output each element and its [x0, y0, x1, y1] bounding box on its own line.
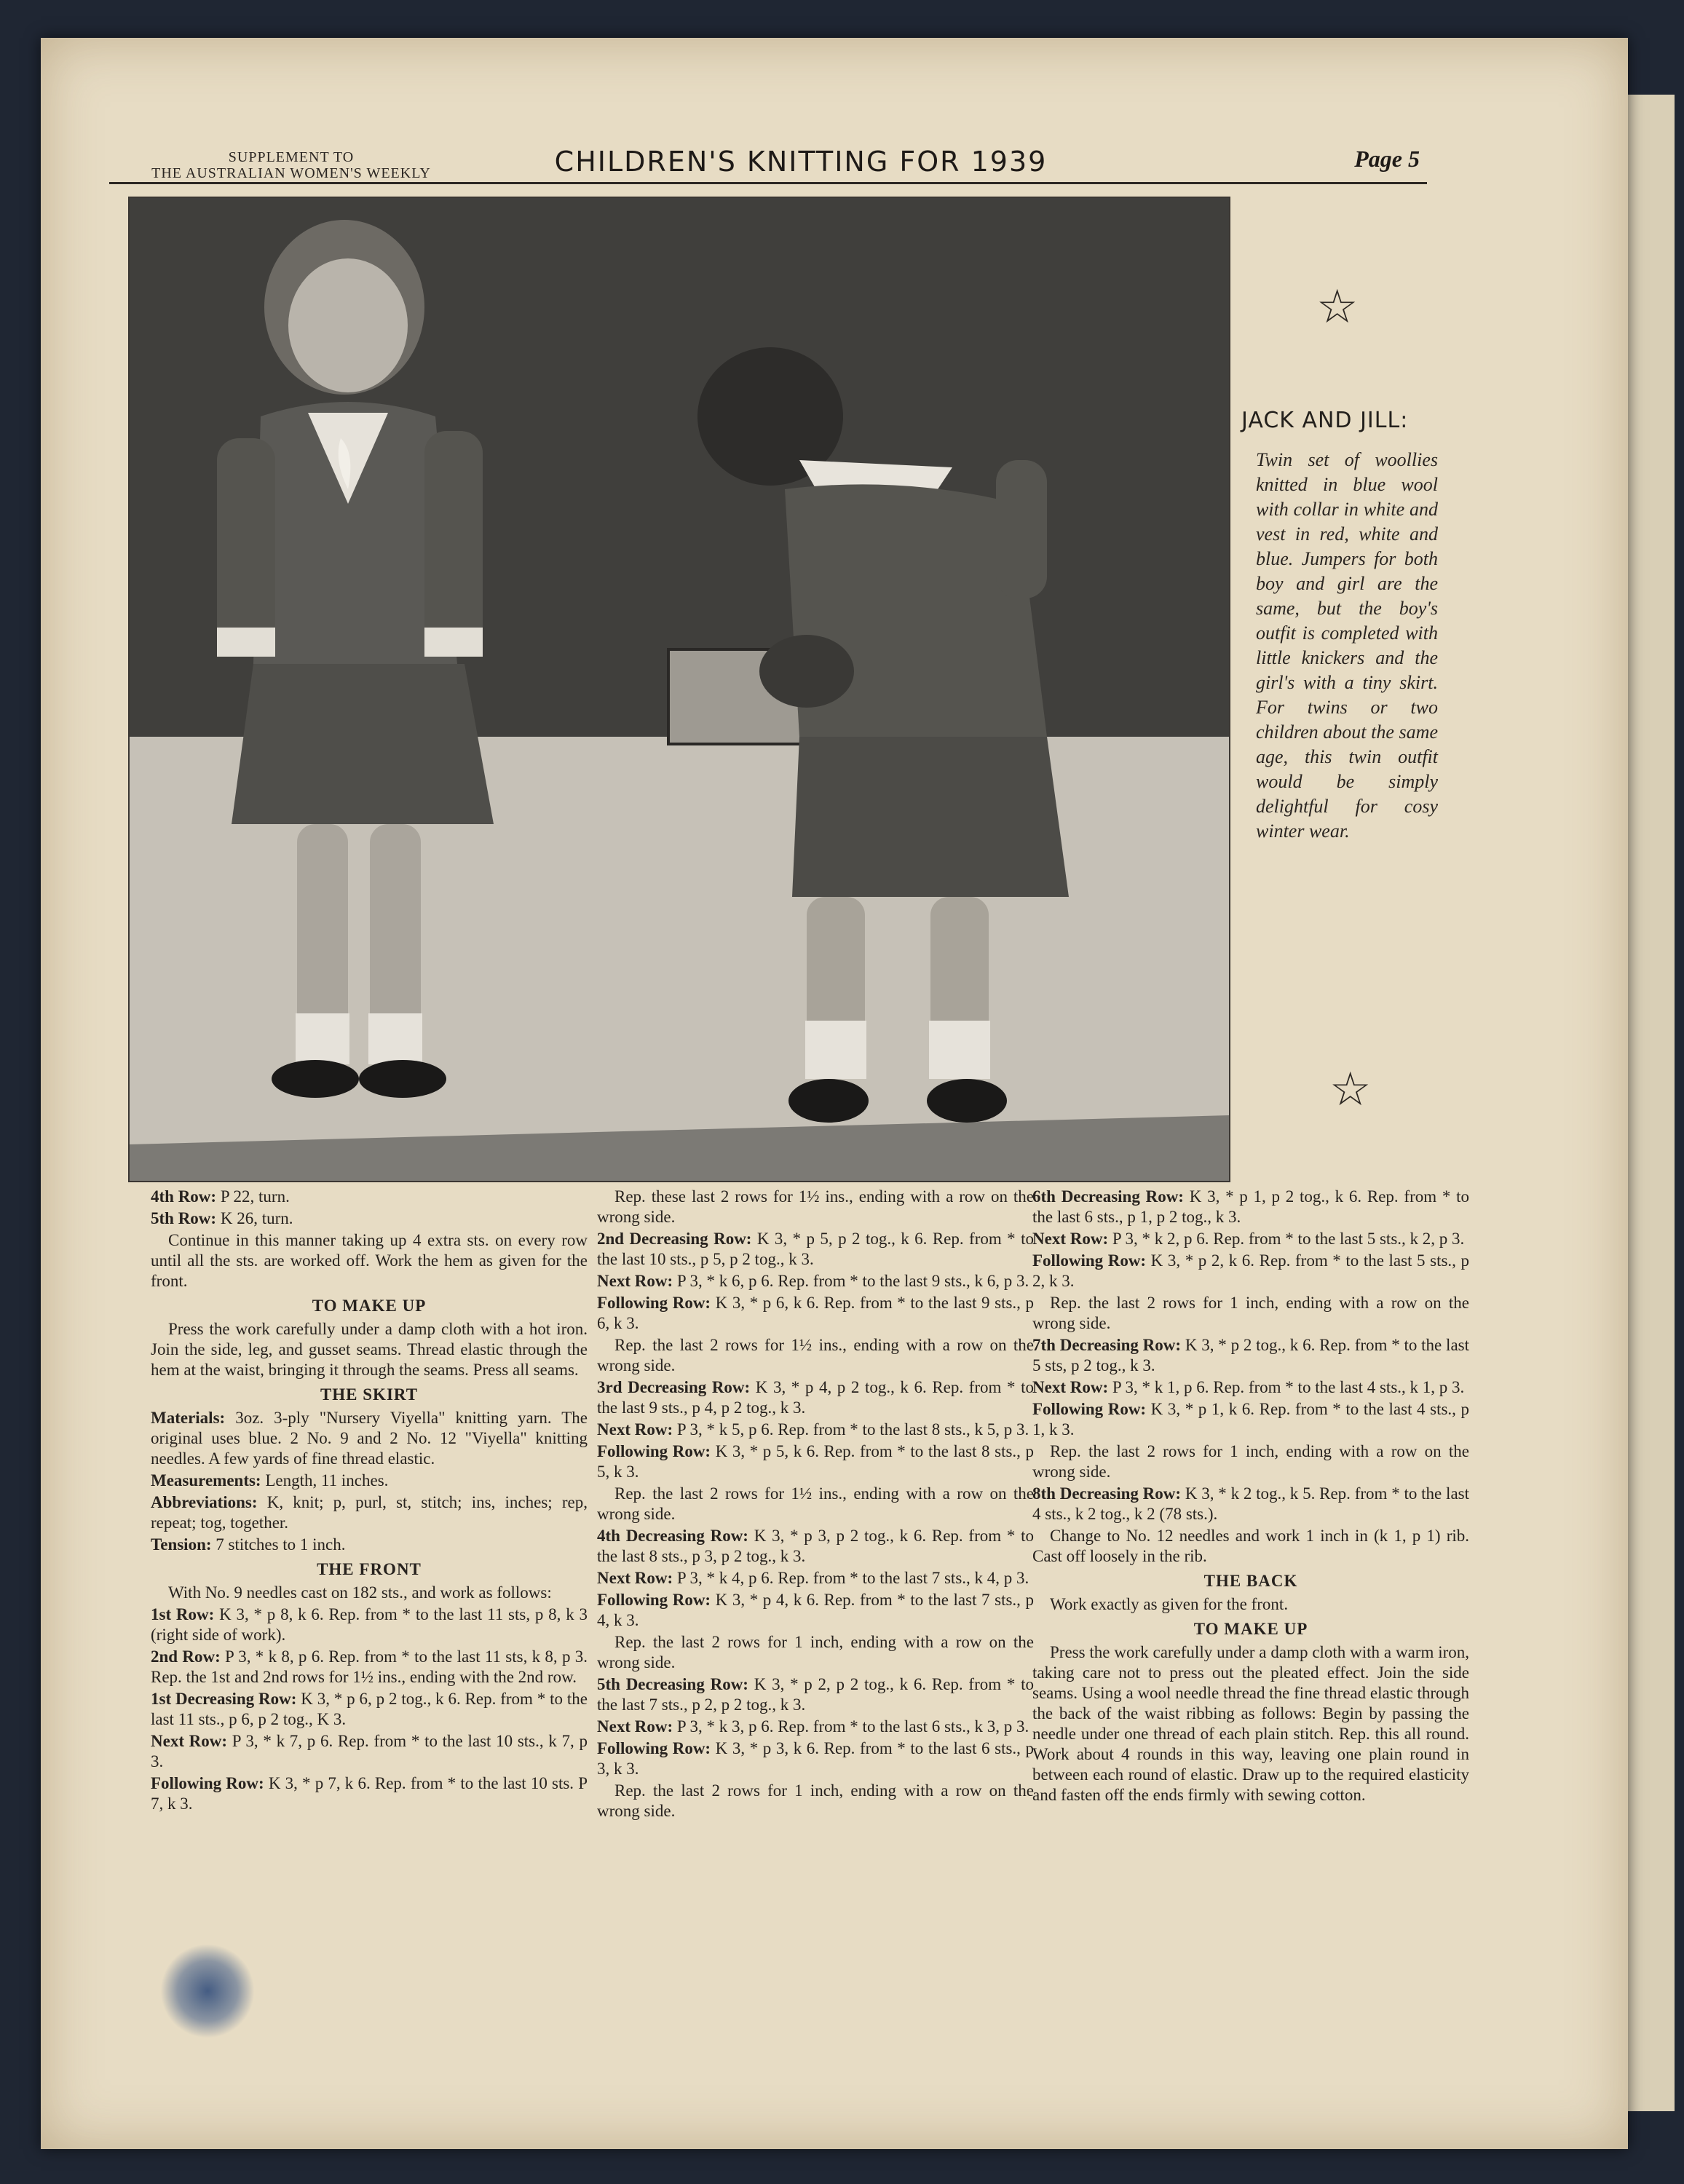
row-instructions: 3oz. 3-ply "Nursery Viyella" knitting yarn. The original uses blue. 2 No. 9 and 2 No. 12 "Viyella" knitting needles. A few yards of fine thread elastic. — [151, 1409, 588, 1468]
pattern-paragraph — [151, 1773, 588, 1814]
row-instructions: K 3, * p 2, k 6. Rep. from * to the last 5 sts., p 2, k 3. — [1032, 1251, 1470, 1290]
row-label: 8th Decreasing Row: — [1032, 1484, 1182, 1503]
pattern-paragraph — [597, 1484, 1034, 1524]
pattern-paragraph — [597, 1335, 1034, 1376]
row-instructions: P 3, * k 1, p 6. Rep. from * to the last 4 sts., k 1, p 3. — [1108, 1378, 1465, 1396]
pattern-paragraph — [151, 1731, 588, 1772]
section-heading: THE FRONT — [317, 1560, 422, 1578]
row-instructions: K 3, * p 6, p 2 tog., k 6. Rep. from * to the last 11 sts., p 6, p 2 tog., K 3. — [151, 1690, 588, 1728]
pattern-paragraph — [1032, 1377, 1469, 1398]
row-label: Following Row: — [1032, 1400, 1147, 1418]
row-instructions: P 3, * k 4, p 6. Rep. from * to the last 7 sts., k 4, p 3. — [673, 1569, 1029, 1587]
pattern-paragraph — [151, 1230, 588, 1291]
row-instructions: Change to No. 12 needles and work 1 inch in (k 1, p 1) rib. Cast off loosely in the rib. — [1032, 1527, 1469, 1565]
row-instructions: K 3, * p 1, p 2 tog., k 6. Rep. from * to the last 6 sts., p 1, p 2 tog., k 3. — [1032, 1187, 1469, 1226]
row-instructions: P 3, * k 6, p 6. Rep. from * to the last 9 sts., k 6, p 3. — [673, 1272, 1029, 1290]
section-heading: TO MAKE UP — [312, 1297, 427, 1315]
pattern-paragraph — [1032, 1399, 1469, 1440]
pattern-paragraph — [151, 1471, 588, 1491]
pattern-paragraph — [151, 1408, 588, 1469]
row-instructions: P 3, * k 5, p 6. Rep. from * to the last 8 sts., k 5, p 3. — [673, 1420, 1029, 1439]
row-instructions: K 3, * p 6, k 6. Rep. from * to the last 9 sts., p 6, k 3. — [597, 1294, 1035, 1332]
pattern-paragraph — [151, 1605, 588, 1645]
pattern-paragraph — [597, 1526, 1034, 1567]
photo-children-knitwear — [128, 197, 1230, 1182]
row-instructions: K 3, * p 5, p 2 tog., k 6. Rep. from * to the last 10 sts., p 5, p 2 tog., k 3. — [597, 1230, 1034, 1268]
ink-stain — [160, 1944, 255, 2038]
caption-heading: JACK AND JILL: — [1241, 408, 1409, 433]
pattern-paragraph — [151, 1187, 588, 1207]
row-label: 5th Row: — [151, 1209, 217, 1227]
row-instructions: K 3, * p 7, k 6. Rep. from * to the last 10 sts. P 7, k 3. — [151, 1774, 588, 1813]
row-label: 1st Row: — [151, 1605, 215, 1623]
row-label: Next Row: — [151, 1732, 228, 1750]
pattern-paragraph — [597, 1271, 1034, 1291]
row-instructions: P 3, * k 2, p 6. Rep. from * to the last 5 sts., k 2, p 3. — [1108, 1230, 1465, 1248]
pattern-paragraph — [151, 1492, 588, 1533]
pattern-paragraph — [1032, 1594, 1469, 1615]
star-ornament-bottom-icon: ☆ — [1329, 1063, 1372, 1117]
row-instructions: Rep. these last 2 rows for 1½ ins., ending with a row on the wrong side. — [597, 1187, 1034, 1226]
pattern-paragraph — [151, 1647, 588, 1688]
row-label: Following Row: — [597, 1442, 711, 1460]
supplement-label — [109, 149, 473, 181]
pattern-paragraph — [597, 1568, 1034, 1588]
row-label: Next Row: — [597, 1420, 673, 1439]
row-instructions: K 3, * p 3, p 2 tog., k 6. Rep. from * to the last 8 sts., p 3, p 2 tog., k 3. — [597, 1527, 1034, 1565]
pattern-paragraph — [597, 1377, 1034, 1418]
row-label: 5th Decreasing Row: — [597, 1675, 748, 1693]
pattern-paragraph — [597, 1781, 1034, 1821]
row-instructions: Press the work carefully under a damp cloth with a warm iron, taking care not to press out the pleated effect. Join the side seams. Using a wool needle thread the fine thread elastic through the back of the waist ribbing as follows: Begin by passing the needle under one thread of each plain stitch. Rep. this all round. Work about 4 rounds in this way, leaving one plain round in between each round of elastic. Draw up to the required elasticity and fasten off the ends firmly with sewing cotton. — [1032, 1643, 1469, 1804]
pattern-paragraph — [597, 1187, 1034, 1227]
pattern-paragraph — [597, 1590, 1034, 1631]
row-label: 1st Decreasing Row: — [151, 1690, 297, 1708]
pattern-column-2 — [597, 1187, 1034, 1823]
pattern-paragraph — [151, 1319, 588, 1380]
pattern-paragraph — [151, 1689, 588, 1730]
row-label: Materials: — [151, 1409, 226, 1427]
pattern-paragraph — [151, 1583, 588, 1603]
row-instructions: K 3, * p 8, k 6. Rep. from * to the last 11 sts, p 8, k 3 (right side of work). — [151, 1605, 588, 1644]
row-instructions: K 3, * p 1, k 6. Rep. from * to the last 4 sts., p 1, k 3. — [1032, 1400, 1470, 1439]
pattern-paragraph — [1032, 1251, 1469, 1291]
row-label: Next Row: — [1032, 1230, 1109, 1248]
row-instructions: Rep. the last 2 rows for 1 inch, ending with a row on the wrong side. — [597, 1633, 1034, 1671]
row-instructions: P 3, * k 8, p 6. Rep. from * to the last 11 sts, k 8, p 3. Rep. the 1st and 2nd rows for 1½ ins., ending with the 2nd row. — [151, 1647, 588, 1686]
section-heading: TO MAKE UP — [1193, 1620, 1308, 1638]
row-label: 3rd Decreasing Row: — [597, 1378, 751, 1396]
row-instructions: K 3, * k 2 tog., k 5. Rep. from * to the last 4 sts., k 2 tog., k 2 (78 sts.). — [1032, 1484, 1469, 1523]
pattern-column-3 — [1032, 1187, 1469, 1807]
row-instructions: Rep. the last 2 rows for 1 inch, ending with a row on the wrong side. — [597, 1781, 1034, 1820]
row-label: Measurements: — [151, 1471, 261, 1489]
row-instructions: P 3, * k 3, p 6. Rep. from * to the last 6 sts., k 3, p 3. — [673, 1717, 1029, 1736]
row-label: Next Row: — [597, 1272, 673, 1290]
row-label: Following Row: — [597, 1294, 711, 1312]
row-label: Next Row: — [1032, 1378, 1109, 1396]
row-instructions: P 3, * k 7, p 6. Rep. from * to the last 10 sts., k 7, p 3. — [151, 1732, 588, 1770]
row-instructions: Rep. the last 2 rows for 1½ ins., ending with a row on the wrong side. — [597, 1484, 1034, 1523]
row-instructions: K 3, * p 3, k 6. Rep. from * to the last 6 sts., p 3, k 3. — [597, 1739, 1035, 1778]
row-label: 7th Decreasing Row: — [1032, 1336, 1182, 1354]
pattern-paragraph — [1032, 1293, 1469, 1334]
section-heading: THE BACK — [1203, 1572, 1298, 1590]
pattern-paragraph — [1032, 1484, 1469, 1524]
row-instructions: P 22, turn. — [216, 1187, 290, 1206]
section-heading: THE SKIRT — [320, 1385, 419, 1404]
row-label: Next Row: — [597, 1717, 673, 1736]
page-number: Page 5 — [1354, 146, 1420, 172]
pattern-paragraph — [1032, 1642, 1469, 1805]
row-instructions: Rep. the last 2 rows for 1 inch, ending with a row on the wrong side. — [1032, 1294, 1469, 1332]
pattern-paragraph — [151, 1208, 588, 1229]
row-instructions: Length, 11 inches. — [261, 1471, 389, 1489]
photo-illustration — [130, 198, 1229, 1181]
row-instructions: K, knit; p, purl, st, stitch; ins, inches; rep, repeat; tog, together. — [151, 1493, 588, 1532]
row-instructions: K 3, * p 5, k 6. Rep. from * to the last 8 sts., p 5, k 3. — [597, 1442, 1035, 1481]
page-title: CHILDREN'S KNITTING FOR 1939 — [554, 146, 1048, 178]
row-instructions: K 3, * p 2, p 2 tog., k 6. Rep. from * to the last 7 sts., p 2, p 2 tog., k 3. — [597, 1675, 1034, 1714]
pattern-paragraph — [1032, 1335, 1469, 1376]
pattern-paragraph — [597, 1293, 1034, 1334]
row-label: 4th Row: — [151, 1187, 217, 1206]
row-label: Following Row: — [1032, 1251, 1147, 1270]
row-label: 2nd Row: — [151, 1647, 221, 1666]
pattern-paragraph — [1032, 1229, 1469, 1249]
pattern-paragraph — [597, 1420, 1034, 1440]
supplement-line-2: THE AUSTRALIAN WOMEN'S WEEKLY — [151, 165, 431, 181]
row-label: Following Row: — [151, 1774, 264, 1792]
row-instructions: 7 stitches to 1 inch. — [211, 1535, 346, 1554]
row-instructions: K 3, * p 4, p 2 tog., k 6. Rep. from * to the last 9 sts., p 4, p 2 tog., k 3. — [597, 1378, 1034, 1417]
row-label: Tension: — [151, 1535, 212, 1554]
row-label: Next Row: — [597, 1569, 673, 1587]
caption-body: Twin set of woollies knitted in blue wool with collar in white and vest in red, white and blue. Jumpers for both boy and girl are the same, but the boy's outfit is completed with little knickers and the girl's with a tiny skirt. For twins or two children about the same age, this twin outfit would be simply delightful for cosy winter wear. — [1256, 449, 1438, 842]
pattern-paragraph — [597, 1738, 1034, 1779]
row-instructions: Rep. the last 2 rows for 1 inch, ending with a row on the wrong side. — [1032, 1442, 1469, 1481]
pattern-column-1 — [151, 1187, 588, 1816]
supplement-line-1: SUPPLEMENT TO — [228, 149, 355, 165]
row-label: 2nd Decreasing Row: — [597, 1230, 752, 1248]
star-ornament-top-icon: ☆ — [1316, 280, 1359, 334]
pattern-paragraph — [597, 1717, 1034, 1737]
row-instructions: Work exactly as given for the front. — [1050, 1595, 1289, 1613]
row-instructions: With No. 9 needles cast on 182 sts., and work as follows: — [168, 1583, 552, 1602]
pattern-paragraph — [597, 1674, 1034, 1715]
header-rule — [109, 182, 1427, 184]
row-label: Following Row: — [597, 1591, 711, 1609]
pattern-paragraph — [1032, 1441, 1469, 1482]
row-label: Abbreviations: — [151, 1493, 258, 1511]
row-label: 6th Decreasing Row: — [1032, 1187, 1184, 1206]
pattern-paragraph — [1032, 1526, 1469, 1567]
row-instructions: K 3, * p 2 tog., k 6. Rep. from * to the last 5 sts, p 2 tog., k 3. — [1032, 1336, 1469, 1374]
pattern-paragraph — [151, 1535, 588, 1555]
row-label: Following Row: — [597, 1739, 711, 1757]
row-instructions: Press the work carefully under a damp cloth with a hot iron. Join the side, leg, and gusset seams. Thread elastic through the hem at the waist, bringing it through the seams. Press all seams. — [151, 1320, 588, 1379]
row-instructions: Continue in this manner taking up 4 extra sts. on every row until all the sts. are worked off. Work the hem as given for the front. — [151, 1231, 588, 1290]
row-instructions: K 3, * p 4, k 6. Rep. from * to the last 7 sts., p 4, k 3. — [597, 1591, 1035, 1629]
row-label: 4th Decreasing Row: — [597, 1527, 748, 1545]
row-instructions: K 26, turn. — [216, 1209, 293, 1227]
row-instructions: Rep. the last 2 rows for 1½ ins., ending with a row on the wrong side. — [597, 1336, 1034, 1374]
pattern-paragraph — [597, 1441, 1034, 1482]
pattern-paragraph — [597, 1632, 1034, 1673]
pattern-paragraph — [597, 1229, 1034, 1270]
pattern-paragraph — [1032, 1187, 1469, 1227]
